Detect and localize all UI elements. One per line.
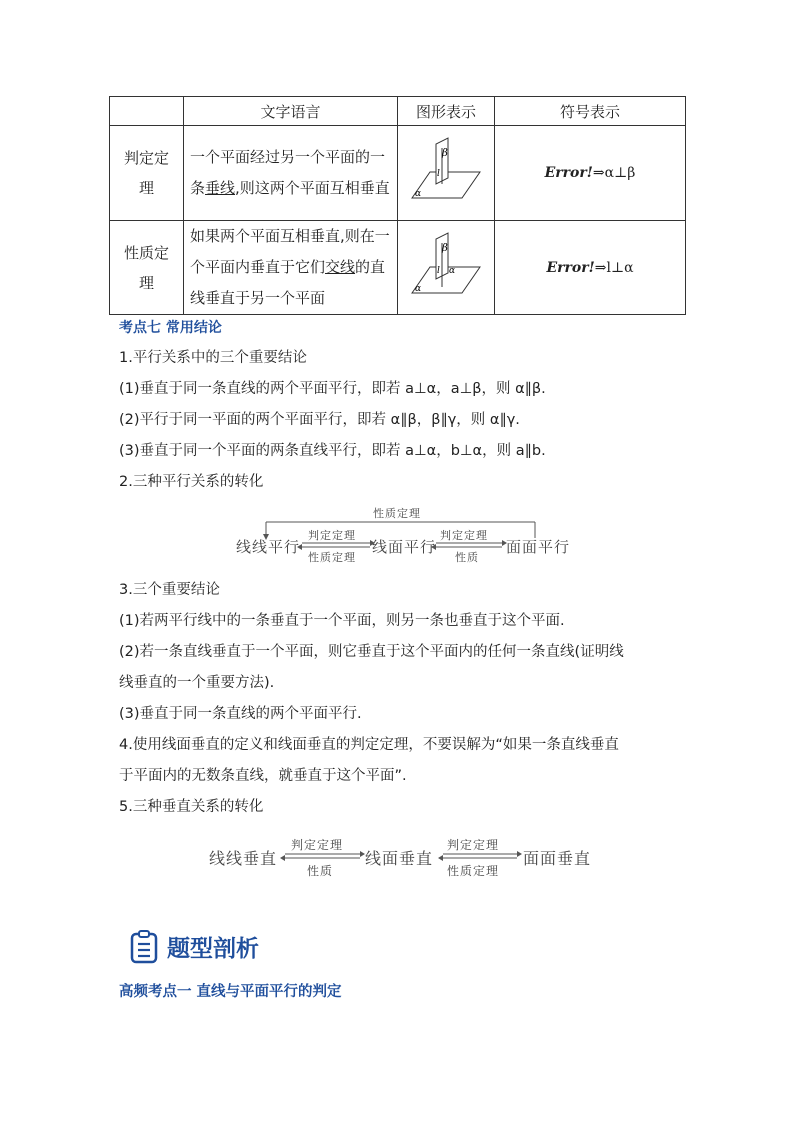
paragraph-title: 2.三种平行关系的转化 <box>119 474 264 490</box>
svg-text:l: l <box>437 169 440 179</box>
row-symbol-judgement: Error!⇒α⊥β <box>495 126 686 221</box>
perpendicular-planes-figure <box>406 231 486 301</box>
underlined-term: 交线 <box>325 258 356 276</box>
perpendicular-transformation-diagram <box>205 830 605 886</box>
diagram-node: 线线平行 <box>236 538 301 556</box>
paragraph: (2)平行于同一平面的两个平面平行，即若 α∥β，β∥γ，则 α∥γ. <box>119 412 520 428</box>
diagram-node: 线线垂直 <box>209 849 278 868</box>
paragraph: 于平面内的无数条直线，就垂直于这个平面”. <box>119 768 407 784</box>
diagram-arrow-label: 性质定理 <box>447 864 500 878</box>
paragraph: (1)垂直于同一条直线的两个平面平行，即若 a⊥α，a⊥β，则 α∥β. <box>119 381 546 397</box>
svg-text:α: α <box>449 265 456 276</box>
paragraph: 线垂直的一个重要方法). <box>119 675 275 691</box>
svg-text:α: α <box>415 189 422 199</box>
table-header-empty <box>110 97 184 126</box>
paragraph: (3)垂直于同一条直线的两个平面平行. <box>119 706 362 722</box>
diagram-arrow-label: 性质定理 <box>308 551 356 564</box>
diagram-arrow-label: 性质 <box>307 864 334 878</box>
diagram-arrow-label: 判定定理 <box>308 529 356 542</box>
svg-text:β: β <box>442 242 448 254</box>
subheading: 高频考点一 直线与平面平行的判定 <box>119 984 342 1000</box>
underlined-term: 垂线 <box>205 179 236 197</box>
table-header-figure: 图形表示 <box>398 97 495 126</box>
table-row <box>110 126 686 221</box>
figure-cell <box>398 126 495 221</box>
paragraph: (2)若一条直线垂直于一个平面，则它垂直于这个平面内的任何一条直线(证明线 <box>119 644 624 660</box>
svg-text:l: l <box>437 265 440 276</box>
row-symbol-property: Error!⇒l⊥α <box>495 221 686 315</box>
diagram-arrow-label: 判定定理 <box>440 529 488 542</box>
diagram-arrow-label: 判定定理 <box>447 838 500 852</box>
parallel-transformation-diagram <box>230 500 580 570</box>
diagram-node: 面面垂直 <box>523 849 592 868</box>
section-heading: 考点七 常用结论 <box>119 320 222 336</box>
paragraph: (1)若两平行线中的一条垂直于一个平面，则另一条也垂直于这个平面. <box>119 613 565 629</box>
diagram-node: 线面平行 <box>372 538 437 556</box>
perpendicular-planes-figure <box>406 136 486 206</box>
row-label-property: 性质定理 <box>123 243 169 292</box>
paragraph-title: 5.三种垂直关系的转化 <box>119 799 264 815</box>
row-text-property: 如果两个平面互相垂直,则在一个平面内垂直于它们交线的直线垂直于另一个平面 <box>184 221 398 315</box>
paragraph: (3)垂直于同一个平面的两条直线平行，即若 a⊥α，b⊥α，则 a∥b. <box>119 443 546 459</box>
diagram-top-label: 性质定理 <box>373 507 421 520</box>
section-title: 题型剖析 <box>167 936 259 962</box>
figure-cell <box>398 221 495 315</box>
table-row <box>110 221 686 315</box>
table-header-text: 文字语言 <box>184 97 398 126</box>
paragraph-title: 1.平行关系中的三个重要结论 <box>119 350 307 366</box>
diagram-node: 线面垂直 <box>365 849 434 868</box>
table-header-symbol: 符号表示 <box>495 97 686 126</box>
clipboard-icon <box>130 930 160 964</box>
paragraph-title: 3.三个重要结论 <box>119 582 220 598</box>
theorem-table <box>109 96 686 315</box>
svg-text:β: β <box>442 148 448 159</box>
paragraph: 4.使用线面垂直的定义和线面垂直的判定定理，不要误解为“如果一条直线垂直 <box>119 737 619 753</box>
diagram-arrow-label: 性质 <box>455 551 479 564</box>
table-header-row <box>110 97 686 126</box>
svg-text:α: α <box>415 283 422 294</box>
row-text-judgement: 一个平面经过另一个平面的一条垂线,则这两个平面互相垂直 <box>184 126 398 221</box>
row-label-judgement: 判定定理 <box>123 149 169 197</box>
diagram-arrow-label: 判定定理 <box>291 838 344 852</box>
diagram-node: 面面平行 <box>506 538 571 556</box>
